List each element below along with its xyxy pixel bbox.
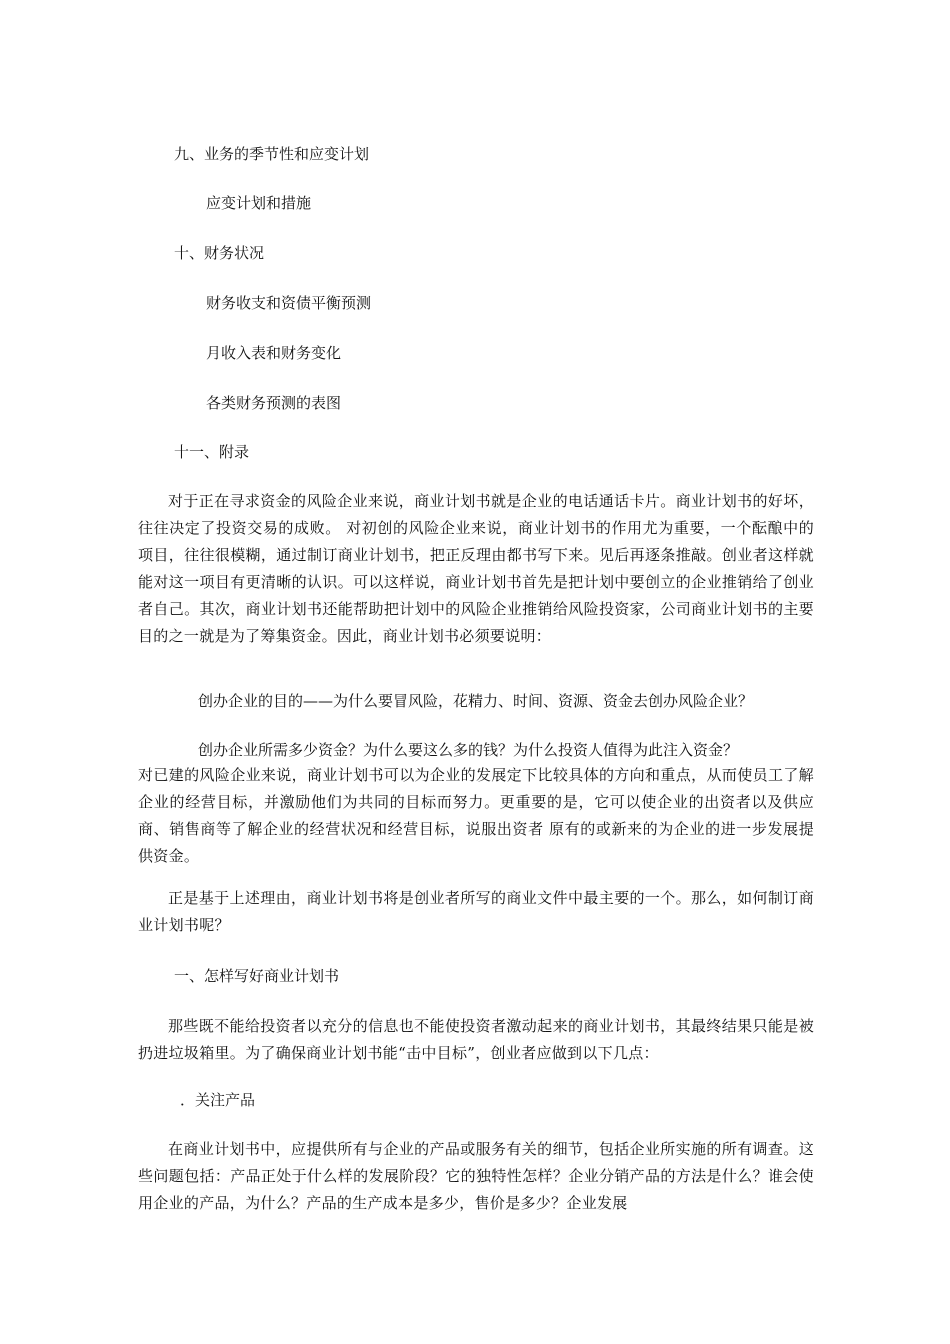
heading-how-to-write: 一、怎样写好商业计划书	[174, 967, 340, 985]
subheading-focus-product: ．关注产品	[180, 1091, 256, 1109]
section-heading-10: 十、财务状况	[174, 244, 265, 262]
section-heading-9: 九、业务的季节性和应变计划	[174, 145, 370, 163]
conclusion-paragraph: 正是基于上述理由，商业计划书将是创业者所写的商业文件中最主要的一个。那么，如何制订商业计划书呢？	[138, 889, 814, 934]
established-venture-paragraph: 对已建的风险企业来说，商业计划书可以为企业的发展定下比较具体的方向和重点，从而使员工了解企业的经营目标，并激励他们为共同的目标而努力。更重要的是，它可以使企业的出资者以及供应商、销售商等了解企业的经营状况和经营目标，说服出资者 原有的或新来的为企业的进一步发展提供资金。	[138, 766, 814, 865]
purpose-point: 创办企业的目的——为什么要冒风险，花精力、时间、资源、资金去创办风险企业？	[198, 692, 754, 710]
funding-point: 创办企业所需多少资金？为什么要这么多的钱？为什么投资人值得为此注入资金？	[198, 741, 739, 759]
section-item-financial-forecast: 财务收支和资债平衡预测	[206, 294, 372, 312]
section-heading-11: 十一、附录	[174, 443, 250, 461]
heading-paragraph: 那些既不能给投资者以充分的信息也不能使投资者激动起来的商业计划书，其最终结果只能是被扔进垃圾箱里。为了确保商业计划书能“击中目标”，创业者应做到以下几点：	[138, 1017, 814, 1062]
section-item-monthly-income: 月收入表和财务变化	[206, 344, 342, 362]
product-paragraph: 在商业计划书中，应提供所有与企业的产品或服务有关的细节，包括企业所实施的所有调查。这些问题包括：产品正处于什么样的发展阶段？它的独特性怎样？企业分销产品的方法是什么？谁会使用企业的产品，为什么？产品的生产成本是多少，售价是多少？企业发展	[138, 1140, 814, 1212]
section-item-contingency-plan: 应变计划和措施	[206, 194, 312, 212]
intro-paragraph: 对于正在寻求资金的风险企业来说，商业计划书就是企业的电话通话卡片。商业计划书的好坏，往往决定了投资交易的成败。 对初创的风险企业来说，商业计划书的作用尤为重要，一个酝酿中的项目，往往很模糊，通过制订商业计划书，把正反理由都书写下来。见后再逐条推敲。创业者这样就能对这一项目有更清晰的认识。可以这样说，商业计划书首先是把计划中要创立的企业推销给了创业者自己。其次，商业计划书还能帮助把计划中的风险企业推销给风险投资家，公司商业计划书的主要目的之一就是为了筹集资金。因此，商业计划书必须要说明：	[138, 492, 814, 645]
section-item-forecast-charts: 各类财务预测的表图	[206, 394, 342, 412]
